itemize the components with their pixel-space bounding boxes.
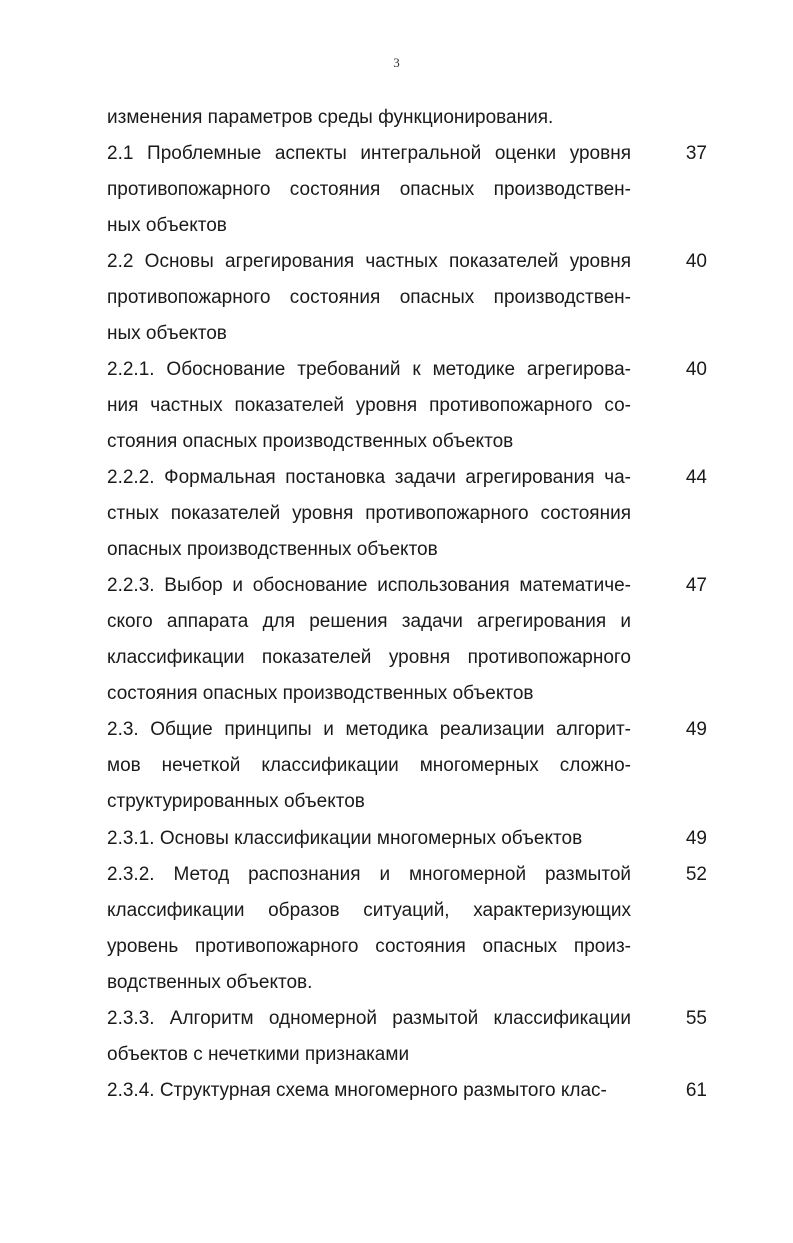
- toc-entry: [107, 1001, 707, 1073]
- toc-page-number: 55: [685, 1008, 707, 1029]
- toc-entry-text: состояния опасных производственных объектов: [107, 683, 534, 704]
- toc-entry-line: [107, 965, 631, 1001]
- toc-page-number: 37: [685, 143, 707, 164]
- toc-entry: [107, 712, 707, 820]
- toc-entry-text: опасных производственных объектов: [107, 539, 438, 560]
- toc-entry-text: классификации показателей уровня противопожарного: [107, 647, 631, 668]
- toc-entry-line: [107, 1037, 631, 1073]
- toc-entry-line: [107, 821, 631, 857]
- table-of-contents: [107, 100, 707, 1109]
- toc-entry: [107, 568, 707, 712]
- toc-page-number: 47: [685, 575, 707, 596]
- toc-entry-line: [107, 748, 631, 784]
- toc-entry-text: стояния опасных производственных объектов: [107, 431, 514, 452]
- toc-entry-text: 2.1 Проблемные аспекты интегральной оценки уровня: [107, 143, 631, 164]
- toc-entry-line: [107, 1001, 631, 1037]
- toc-entry-text: 2.3.2. Метод распознания и многомерной размытой: [107, 864, 631, 885]
- toc-entry-text: 2.2 Основы агрегирования частных показателей уровня: [107, 251, 631, 272]
- toc-entry-text: 2.2.1. Обоснование требований к методике агрегирова-: [107, 359, 631, 380]
- toc-entry-line: [107, 316, 631, 352]
- toc-entry-text: уровень противопожарного состояния опасных произ-: [107, 936, 631, 957]
- toc-entry: [107, 857, 707, 1001]
- toc-entry-text: ных объектов: [107, 323, 227, 344]
- toc-entry-line: [107, 136, 631, 172]
- toc-entry-line: [107, 460, 631, 496]
- toc-entry-text: водственных объектов.: [107, 972, 313, 993]
- toc-entry-line: [107, 532, 631, 568]
- toc-page-number: 40: [685, 359, 707, 380]
- toc-entry-line: [107, 712, 631, 748]
- toc-entry-line: [107, 640, 631, 676]
- toc-entry-line: [107, 1073, 631, 1109]
- toc-entry-line: [107, 604, 631, 640]
- toc-entry-text: объектов с нечеткими признаками: [107, 1044, 410, 1065]
- toc-entry-text: 2.3. Общие принципы и методика реализации алгорит-: [107, 719, 631, 740]
- toc-page-number: 44: [685, 467, 707, 488]
- toc-entry-text: 2.3.4. Структурная схема многомерного размытого клас-: [107, 1080, 607, 1101]
- toc-entry-text: 2.3.1. Основы классификации многомерных объектов: [107, 828, 583, 849]
- toc-entry-line: [107, 244, 631, 280]
- toc-entry-line: [107, 496, 631, 532]
- toc-entry-text: ского аппарата для решения задачи агрегирования и: [107, 611, 631, 632]
- toc-entry-line: [107, 929, 631, 965]
- toc-entry-text: ния частных показателей уровня противопожарного со-: [107, 395, 631, 416]
- toc-entry-text: 2.2.3. Выбор и обоснование использования математиче-: [107, 575, 631, 596]
- toc-entry: [107, 136, 707, 244]
- toc-page-number: 40: [685, 251, 707, 272]
- toc-entry-text: мов нечеткой классификации многомерных сложно-: [107, 755, 631, 776]
- toc-entry-line: [107, 676, 631, 712]
- toc-page-number: 49: [685, 719, 707, 740]
- toc-page-number: 61: [685, 1080, 707, 1101]
- toc-entry: [107, 352, 707, 460]
- toc-entry-text: стных показателей уровня противопожарного состояния: [107, 503, 631, 524]
- toc-entry-line: [107, 784, 631, 820]
- toc-entry: [107, 1073, 707, 1109]
- toc-entry-line: [107, 388, 631, 424]
- toc-page-number: 49: [685, 828, 707, 849]
- toc-entry-text: ных объектов: [107, 215, 227, 236]
- toc-entry-text: 2.3.3. Алгоритм одномерной размытой классификации: [107, 1008, 631, 1029]
- toc-entry: [107, 460, 707, 568]
- toc-entry-line: [107, 208, 631, 244]
- toc-entry-line: [107, 352, 631, 388]
- page-number: 3: [393, 55, 400, 70]
- toc-lead-line: [107, 100, 631, 136]
- toc-page-number: 52: [685, 864, 707, 885]
- toc-entry-line: [107, 424, 631, 460]
- toc-entry: [107, 821, 707, 857]
- toc-entry-line: [107, 893, 631, 929]
- toc-entry-line: [107, 568, 631, 604]
- toc-lead-text: изменения параметров среды функционирования.: [107, 107, 554, 128]
- toc-entry-line: [107, 857, 631, 893]
- toc-entry-text: классификации образов ситуаций, характеризующих: [107, 900, 631, 921]
- toc-entry-text: противопожарного состояния опасных производствен-: [107, 287, 631, 308]
- toc-entry-text: противопожарного состояния опасных производствен-: [107, 179, 631, 200]
- toc-entry-text: 2.2.2. Формальная постановка задачи агрегирования ча-: [107, 467, 631, 488]
- toc-entry-text: структурированных объектов: [107, 791, 365, 812]
- toc-entry-line: [107, 172, 631, 208]
- toc-entry-line: [107, 280, 631, 316]
- toc-entry: [107, 244, 707, 352]
